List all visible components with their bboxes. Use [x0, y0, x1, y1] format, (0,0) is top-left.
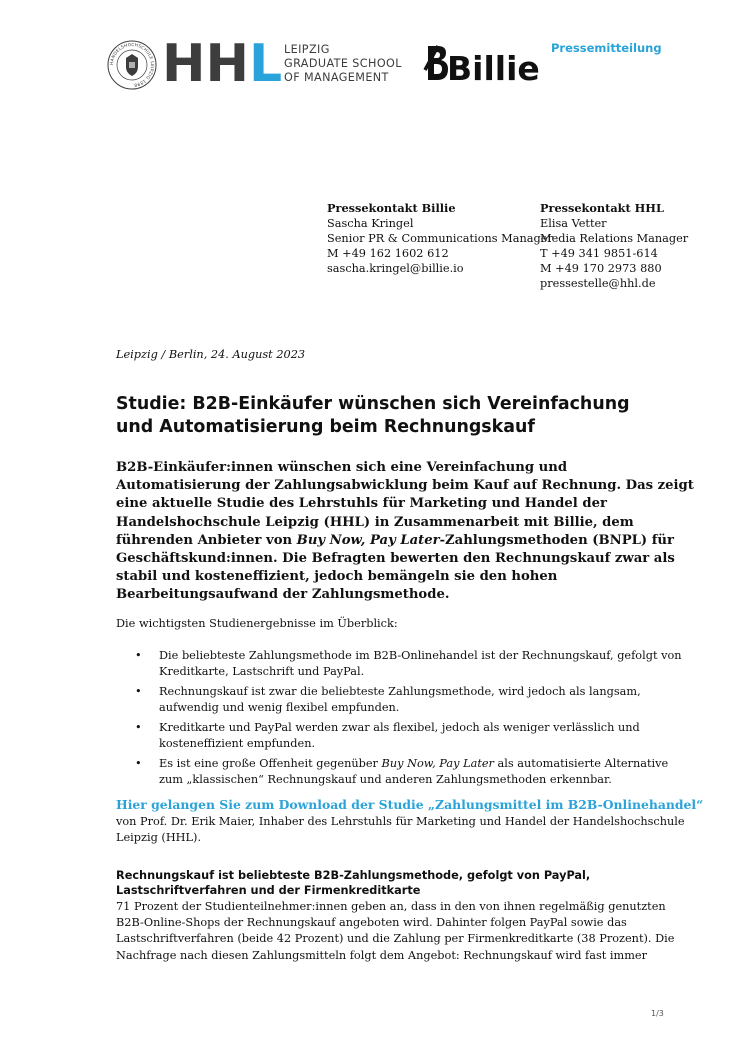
study-download-link[interactable]: Hier gelangen Sie zum Download der Studie „Zahlungsmittel im B2B-Onlinehandel“ [116, 797, 704, 812]
section-line: Nachfrage nach diesen Zahlungsmitteln folgt dem Angebot: Rechnungskauf wird fast immer [116, 948, 648, 962]
list-item-line: Kreditkarte, Lastschrift und PayPal. [159, 665, 365, 678]
hhl-wordmark [162, 34, 283, 94]
lead-line: stabil und kosteneffizient, jedoch bemängeln sie den hohen [116, 569, 558, 585]
list-item-text: als automatisierte Alternative [493, 757, 669, 770]
lead-line [116, 532, 676, 550]
list-item-text: Es ist eine große Offenheit gegenüber [159, 757, 382, 770]
bullet-icon: • [135, 721, 142, 734]
section-heading-line: Lastschriftverfahren und der Firmenkreditkarte [116, 884, 421, 897]
bullet-icon: • [135, 649, 142, 662]
section-line: 71 Prozent der Studienteilnehmer:innen geben an, dass in den von ihnen regelmäßig genutzten [116, 900, 666, 913]
contact-title: Pressekontakt Billie [327, 201, 456, 215]
contact-email[interactable]: sascha.kringel@billie.io [327, 262, 464, 275]
contact-mobile: M +49 170 2973 880 [540, 262, 662, 275]
findings-list [116, 648, 696, 792]
section-heading-line: Rechnungskauf ist beliebteste B2B-Zahlungsmethode, gefolgt von PayPal, [116, 869, 591, 882]
list-item-line: aufwendig und wenig flexibel empfunden. [159, 701, 400, 714]
list-item-line: Kreditkarte und PayPal werden zwar als flexibel, jedoch als weniger verlässlich und [159, 721, 640, 734]
list-item [116, 756, 696, 788]
list-item [116, 648, 696, 680]
lead-text: -Zahlungsmethoden (BNPL) für [439, 532, 674, 548]
dateline: Leipzig / Berlin, 24. August 2023 [116, 348, 306, 361]
bullet-icon: • [135, 685, 142, 698]
lead-line: eine aktuelle Studie des Lehrstuhls für Marketing und Handel der [116, 496, 607, 512]
lead-line: Automatisierung der Zahlungsabwicklung beim Kauf auf Rechnung. Das zeigt [116, 478, 694, 494]
list-item [116, 720, 696, 752]
lead-line: Geschäftskund:innen. Die Befragten bewerten den Rechnungskauf zwar als [116, 551, 675, 567]
lead-italic: Buy Now, Pay Later [296, 532, 440, 548]
bullet-icon: • [135, 757, 142, 770]
note-line: von Prof. Dr. Erik Maier, Inhaber des Lehrstuhls für Marketing und Handel der Handelshochschule [116, 815, 685, 828]
hhl-seal-logo [107, 40, 157, 90]
title-line: Studie: B2B-Einkäufer wünschen sich Vereinfachung [116, 394, 630, 414]
section-body [116, 899, 674, 964]
lead-line: Handelshochschule Leipzig (HHL) in Zusammenarbeit mit Billie, dem [116, 514, 634, 530]
contact-name: Sascha Kringel [327, 217, 414, 230]
contact-phone: M +49 162 1602 612 [327, 247, 449, 260]
list-item-line: Die beliebteste Zahlungsmethode im B2B-Onlinehandel ist der Rechnungskauf, gefolgt von [159, 649, 682, 662]
hhl-letters: HH [162, 34, 250, 94]
section-line: B2B-Online-Shops der Rechnungskauf angeboten wird. Dahinter folgen PayPal sowie das [116, 916, 627, 930]
contact-name: Elisa Vetter [540, 217, 607, 230]
press-contact-hhl [540, 201, 688, 291]
list-item-italic: Buy Now, Pay Later [381, 757, 494, 770]
list-item-line: zum „klassischen“ Rechnungskauf und anderen Zahlungsmethoden erkennbar. [159, 773, 612, 786]
lead-line: Bearbeitungsaufwand der Zahlungsmethode. [116, 587, 450, 603]
billie-logo [424, 40, 540, 88]
section-line: Lastschriftverfahren (beide 42 Prozent) und die Zahlung per Firmenkreditkarte (38 Prozent). Die [116, 932, 675, 946]
lead-paragraph [116, 459, 694, 605]
page-number: 1/3 [651, 1009, 664, 1018]
study-author-note [116, 814, 685, 846]
hhl-subtitle [284, 43, 402, 85]
seal-text: HANDELSHOCHSCHULE LEIPZIG 1898 [109, 42, 155, 87]
press-contact-billie [327, 201, 553, 276]
findings-intro: Die wichtigsten Studienergebnisse im Überblick: [116, 617, 398, 630]
lead-text: führenden Anbieter von [116, 532, 297, 548]
contact-title: Pressekontakt HHL [540, 201, 664, 215]
note-line: Leipzig (HHL). [116, 831, 202, 844]
contact-role: Media Relations Manager [540, 232, 689, 245]
contact-phone: T +49 341 9851-614 [540, 247, 658, 260]
press-release-title [116, 393, 676, 439]
list-item [116, 684, 696, 716]
section-heading [116, 868, 590, 898]
contact-email[interactable]: pressestelle@hhl.de [540, 277, 656, 290]
contact-role: Senior PR & Communications Manager [327, 232, 553, 245]
hhl-subtitle-line: LEIPZIG [284, 43, 330, 56]
hhl-subtitle-line: GRADUATE SCHOOL [284, 57, 402, 70]
lead-line: B2B-Einkäufer:innen wünschen sich eine Vereinfachung und [116, 460, 568, 475]
hhl-letter-accent: L [249, 34, 283, 94]
list-item-line: Rechnungskauf ist zwar die beliebteste Zahlungsmethode, wird jedoch als langsam, [159, 685, 641, 698]
title-line: und Automatisierung beim Rechnungskauf [116, 417, 535, 437]
billie-wordmark: Billie [447, 49, 540, 88]
list-item-line [159, 756, 696, 772]
list-item-line: kosteneffizient empfunden. [159, 737, 316, 750]
hhl-subtitle-line: OF MANAGEMENT [284, 71, 389, 84]
document-type-label: Pressemitteilung [551, 41, 662, 55]
